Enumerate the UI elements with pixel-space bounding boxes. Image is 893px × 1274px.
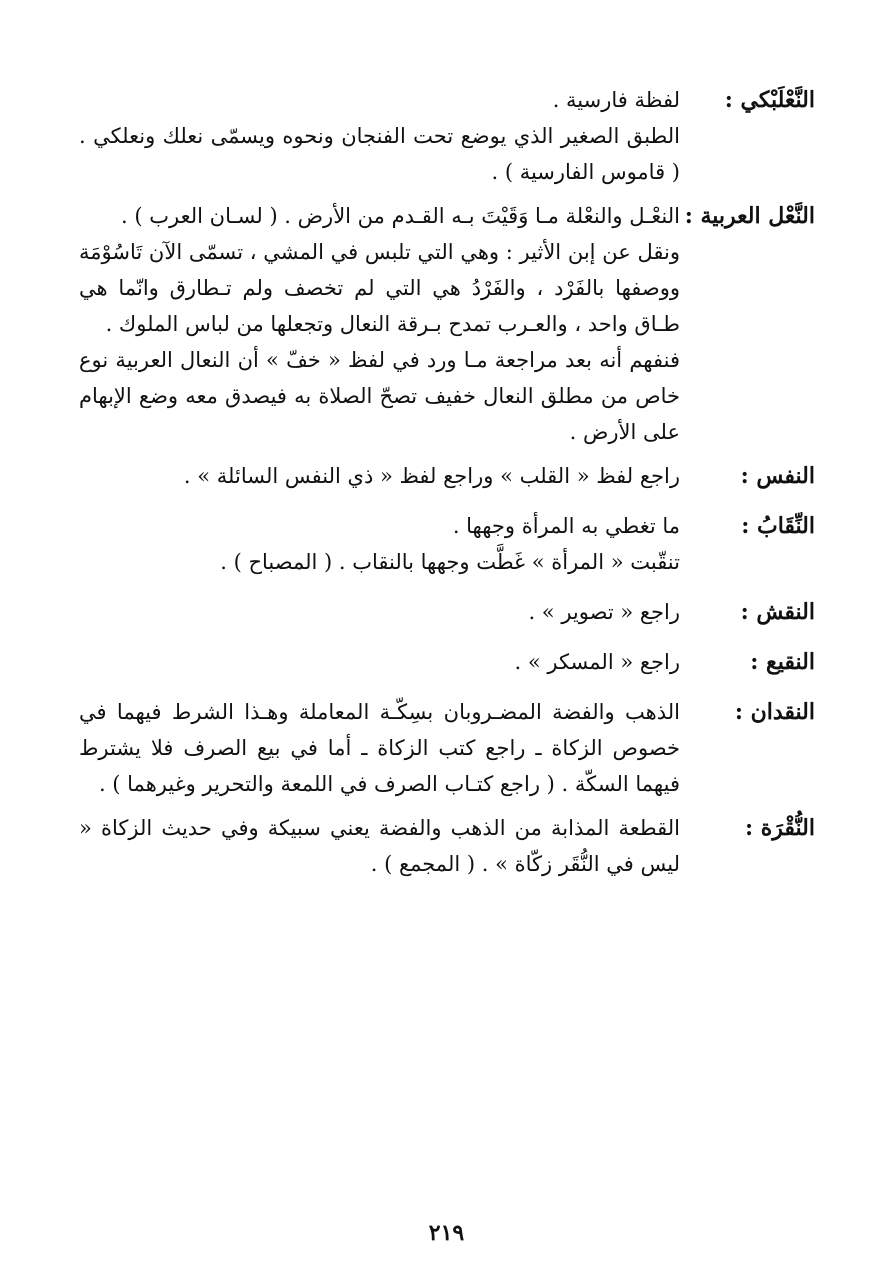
definition-paragraph: راجع « تصوير » . bbox=[528, 600, 680, 624]
entry-naqsh bbox=[79, 594, 815, 630]
entry-definition bbox=[79, 508, 680, 580]
entry-naalbaki bbox=[79, 82, 815, 190]
entry-term: النَّعْل العربية : bbox=[684, 203, 815, 229]
definition-paragraph: راجع « المسكر » . bbox=[514, 650, 680, 674]
entry-term: النقدان : bbox=[734, 699, 815, 725]
entry-definition bbox=[79, 594, 680, 630]
entry-definition bbox=[79, 458, 680, 494]
dictionary-page bbox=[79, 82, 815, 890]
entry-definition bbox=[79, 82, 680, 190]
entry-naqdan bbox=[79, 694, 815, 802]
definition-paragraph: النعْـل والنعْلة مـا وَقَيْتَ بـه القـدم من الأرض . ( لسـان العرب ) . bbox=[121, 204, 680, 228]
entry-niqab bbox=[79, 508, 815, 580]
entry-definition bbox=[79, 810, 680, 882]
definition-paragraph: الطبق الصغير الذي يوضع تحت الفنجان ونحوه ويسمّى نعلك ونعلكي . ( قاموس الفارسية ) . bbox=[79, 124, 680, 184]
definition-paragraph: لفظة فارسية . bbox=[552, 88, 680, 112]
page-number: ٢١٩ bbox=[428, 1220, 465, 1246]
entry-nafs bbox=[79, 458, 815, 494]
entry-term: النفس : bbox=[740, 463, 815, 489]
definition-paragraph: تنقّبت « المرأة » غَطَّت وجهها بالنقاب . ( المصباح ) . bbox=[220, 550, 680, 574]
entry-term: النِّقَابُ : bbox=[741, 513, 815, 539]
entry-term: النقش : bbox=[740, 599, 815, 625]
definition-paragraph: القطعة المذابة من الذهب والفضة يعني سبيكة وفي حديث الزكاة « ليس في النُّقَر زكّاة » . ( المجمع ) . bbox=[79, 816, 680, 876]
entry-naqi bbox=[79, 644, 815, 680]
entry-definition bbox=[79, 644, 680, 680]
entry-definition bbox=[79, 694, 680, 802]
entry-term: النَّعْلَبْكي : bbox=[724, 87, 815, 113]
definition-paragraph: ونقل عن إبن الأثير : وهي التي تلبس في المشي ، تسمّى الآن تَاسُوْمَة ووصفها بالفَرْد ، والفَرْدُ هي التي لم تخصف ولم تـطارق وانّما هي طـاق واحد ، والعـرب تمدح بـرقة النعال وتجعلها من لباس الملوك . bbox=[79, 240, 680, 336]
entry-nuqra bbox=[79, 810, 815, 882]
entry-definition bbox=[79, 198, 680, 450]
definition-paragraph: فنفهم أنه بعد مراجعة مـا ورد في لفظ « خفّ » أن النعال العربية نوع خاص من مطلق النعال خفيف تصحّ الصلاة به فيصدق معه وضع الإبهام على الأرض . bbox=[79, 348, 680, 444]
definition-paragraph: الذهب والفضة المضـروبان بسِكّـة المعاملة وهـذا الشرط فيهما في خصوص الزكاة ـ راجع كتب الزكاة ـ أما في بيع الصرف فلا يشترط فيهما السكّة . ( راجع كتـاب الصرف في اللمعة والتحرير وغيرهما ) . bbox=[79, 700, 680, 796]
definition-paragraph: راجع لفظ « القلب » وراجع لفظ « ذي النفس السائلة » . bbox=[183, 464, 680, 488]
entry-naal-arabiya bbox=[79, 198, 815, 450]
entry-term: النقيع : bbox=[750, 649, 815, 675]
entry-term: النُّقْرَة : bbox=[744, 815, 815, 841]
definition-paragraph: ما تغطي به المرأة وجهها . bbox=[452, 514, 680, 538]
